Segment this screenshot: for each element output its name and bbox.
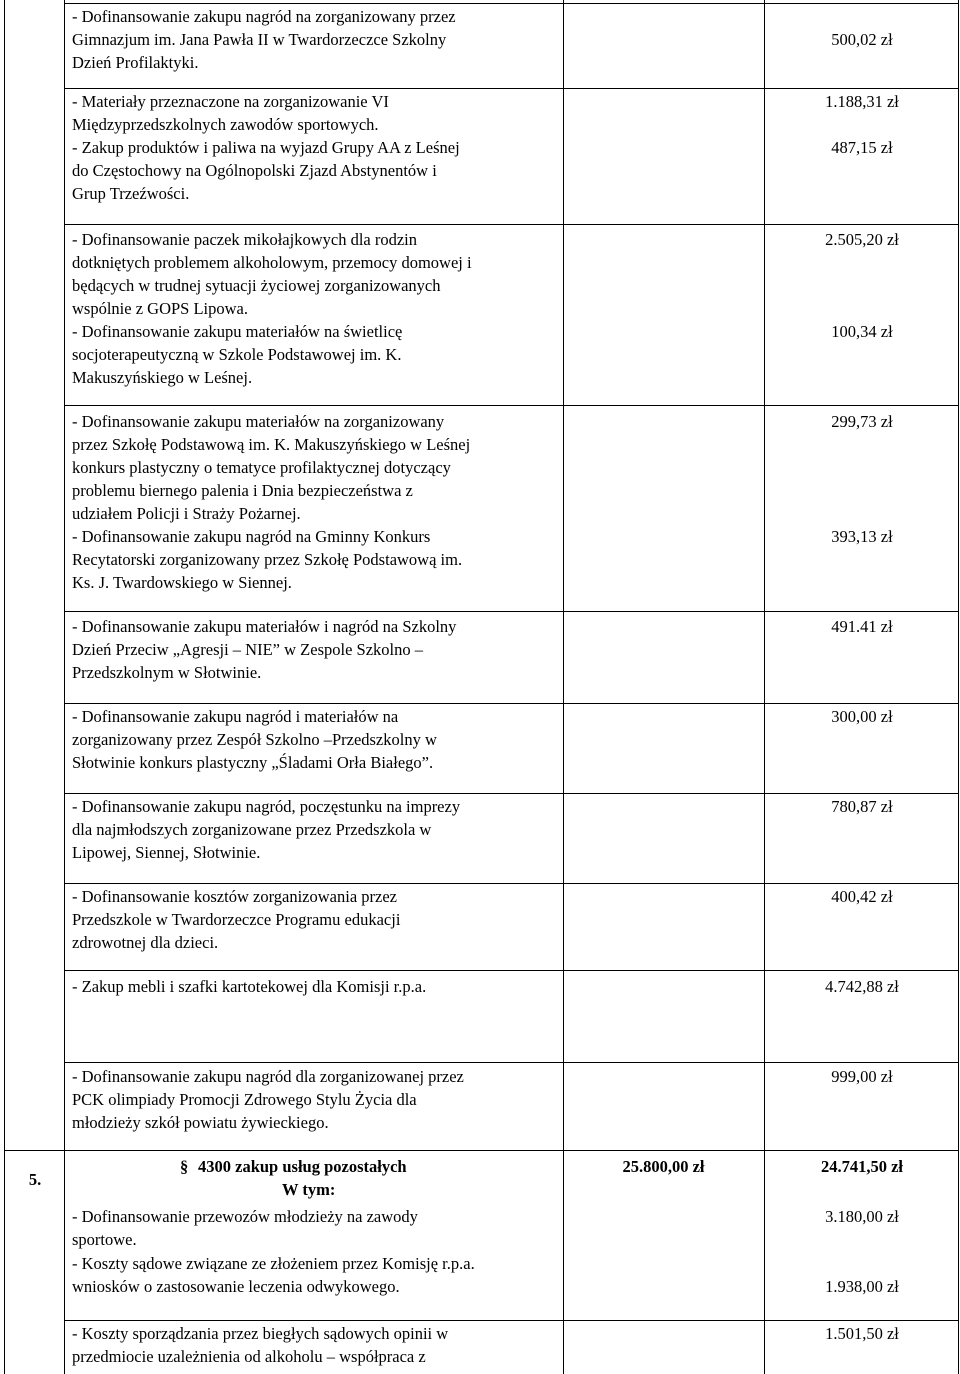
- row-border: [64, 703, 959, 704]
- entry-description: - Dofinansowanie zakupu nagród dla zorganizowanej przez PCK olimpiady Promocji Zdrowego Stylu Życia dla młodzieży szkół powiatu żywieckiego.: [72, 1067, 464, 1132]
- entry-amount: 300,00 zł: [831, 707, 893, 726]
- section-item-amount: 1.501,50 zł: [825, 1324, 899, 1343]
- entry-amount: 393,13 zł: [831, 527, 893, 546]
- row-border: [64, 88, 959, 89]
- entry-description: - Dofinansowanie zakupu materiałów na zorganizowany przez Szkołę Podstawową im. K. Makuszyńskiego w Leśnej konkurs plastyczny o tematyce profilaktycznej dotyczący problemu biernego palenia i Dnia bezpieczeństwa z udziałem Policji i Straży Pożarnej.: [72, 412, 471, 523]
- entry-description: - Dofinansowanie zakupu nagród na zorganizowany przez Gimnazjum im. Jana Pawła II w Twardorzeczce Szkolny Dzień Profilaktyki.: [72, 7, 456, 72]
- row-border: [64, 3, 959, 4]
- row-border: [64, 1320, 959, 1321]
- entry-amount: 780,87 zł: [831, 797, 893, 816]
- row-border: [64, 1062, 959, 1063]
- section-total-amount: 24.741,50 zł: [820, 1157, 904, 1176]
- entry-amount: 500,02 zł: [831, 30, 893, 49]
- entry-description: - Dofinansowanie zakupu nagród i materiałów na zorganizowany przez Zespół Szkolno –Przedszkolny w Słotwinie konkurs plastyczny „Śladami Orła Białego”.: [72, 707, 437, 772]
- section-number: 5.: [28, 1170, 42, 1189]
- row-border: [64, 793, 959, 794]
- row-border: [64, 224, 959, 225]
- entry-amount: 487,15 zł: [831, 138, 893, 157]
- entry-amount: 1.188,31 zł: [825, 92, 899, 111]
- table-border-left: [4, 0, 5, 1374]
- entry-amount: 4.742,88 zł: [825, 977, 899, 996]
- row-border: [64, 405, 959, 406]
- entry-description: - Dofinansowanie zakupu nagród na Gminny Konkurs Recytatorski zorganizowany przez Szkołę Podstawową im. Ks. J. Twardowskiego w Siennej.: [72, 527, 463, 592]
- section-subtitle: W tym:: [282, 1180, 336, 1199]
- entry-amount: 491.41 zł: [831, 617, 893, 636]
- entry-description: - Dofinansowanie zakupu materiałów na świetlicę socjoterapeutyczną w Szkole Podstawowej im. K. Makuszyńskiego w Leśnej.: [72, 322, 403, 387]
- entry-description: - Zakup produktów i paliwa na wyjazd Grupy AA z Leśnej do Częstochowy na Ogólnopolski Zjazd Abstynentów i Grup Trzeźwości.: [72, 138, 460, 203]
- entry-amount: 400,42 zł: [831, 887, 893, 906]
- section-item-amount: 3.180,00 zł: [825, 1207, 899, 1226]
- entry-amount: 999,00 zł: [831, 1067, 893, 1086]
- table-border-right: [958, 0, 959, 1374]
- entry-description: - Zakup mebli i szafki kartotekowej dla Komisji r.p.a.: [72, 977, 427, 996]
- section-title: 4300 zakup usług pozostałych: [198, 1157, 407, 1176]
- entry-amount: 100,34 zł: [831, 322, 893, 341]
- entry-description: - Dofinansowanie kosztów zorganizowania przez Przedszkole w Twardorzeczce Programu edukacji zdrowotnej dla dzieci.: [72, 887, 401, 952]
- table-border-col1: [64, 0, 65, 1374]
- paragraph-symbol-icon: §: [180, 1157, 189, 1176]
- section-item-description: - Koszty sądowe związane ze złożeniem przez Komisję r.p.a. wniosków o zastosowanie leczenia odwykowego.: [72, 1254, 475, 1296]
- row-border: [64, 970, 959, 971]
- row-border: [4, 1150, 959, 1151]
- entry-description: - Materiały przeznaczone na zorganizowanie VI Międzyprzedszkolnych zawodów sportowych.: [72, 92, 389, 134]
- entry-amount: 299,73 zł: [831, 412, 893, 431]
- entry-description: - Dofinansowanie zakupu materiałów i nagród na Szkolny Dzień Przeciw „Agresji – NIE” w Zespole Szkolno – Przedszkolnym w Słotwinie.: [72, 617, 457, 682]
- table-border-col3: [764, 0, 765, 1374]
- row-border: [64, 883, 959, 884]
- section-item-description: - Dofinansowanie przewozów młodzieży na zawody sportowe.: [72, 1207, 418, 1249]
- section-item-description: - Koszty sporządzania przez biegłych sądowych opinii w przedmiocie uzależnienia od alkoholu – współpraca z: [72, 1324, 449, 1366]
- row-border: [64, 611, 959, 612]
- entry-description: - Dofinansowanie zakupu nagród, poczęstunku na imprezy dla najmłodszych zorganizowane przez Przedszkola w Lipowej, Siennej, Słotwinie.: [72, 797, 461, 862]
- entry-description: - Dofinansowanie paczek mikołajkowych dla rodzin dotkniętych problemem alkoholowym, przemocy domowej i będących w trudnej sytuacji życiowej zorganizowanych wspólnie z GOPS Lipowa.: [72, 230, 472, 318]
- section-plan-amount: 25.800,00 zł: [622, 1157, 705, 1176]
- section-heading: [180, 1155, 480, 1201]
- entry-amount: 2.505,20 zł: [825, 230, 899, 249]
- section-item-amount: 1.938,00 zł: [825, 1277, 899, 1296]
